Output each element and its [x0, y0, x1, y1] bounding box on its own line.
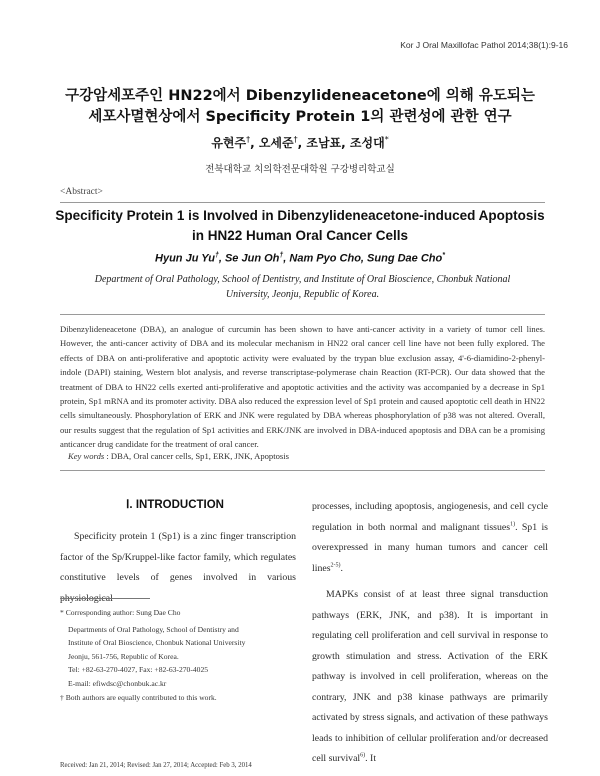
intro-paragraph — [312, 497, 548, 579]
address-line: Institute of Oral Bioscience, Chonbuk National University — [68, 638, 246, 648]
english-title-line-2: in HN22 Human Oral Cancer Cells — [191, 228, 409, 243]
english-author-name: Se Jun Oh — [224, 252, 280, 265]
abstract-label: <Abstract> — [60, 187, 103, 197]
english-affiliation — [60, 272, 545, 302]
address-line: Jeonju, 561-756, Republic of Korea. — [68, 651, 179, 661]
korean-title-line-1: 구강암세포주인 HN22에서 Dibenzylideneacetone에 의해 유도되는 — [65, 88, 535, 104]
journal-reference: Kor J Oral Maxillofac Pathol 2014;38(1):9-16 — [400, 40, 568, 50]
korean-authors: 유현주†, 오세준†, 조남표, 조성대* — [211, 135, 389, 150]
korean-author-name: 조남표 — [306, 136, 342, 150]
section-title: INTRODUCTION — [135, 499, 224, 511]
paragraph-text: MAPKs consist of at least three signal transduction pathways (ERK, JNK, and p38). It is important in regulating cell proliferation and cell survival in response to growth stimulation and stress. Activation of the ERK pathway is involved in cell proliferation, whereas on the contrary, JNK and p38 kinase pathways are primarily activated by stress signals, and activation of these pathways leads to inhibition of cellular proliferation and/or decreased cell survival — [312, 589, 548, 764]
author-mark: † — [279, 252, 284, 259]
paragraph-text: processes, including apoptosis, angiogenesis, and cell cycle regulation in both normal and malignant tissues — [312, 501, 548, 533]
equal-contribution-note: † Both authors are equally contributed to this work. — [60, 692, 217, 702]
intro-left-column — [60, 527, 296, 609]
paragraph-text: . — [340, 562, 343, 574]
received-dates: Received: Jan 21, 2014; Revised: Jan 27, 2014; Accepted: Feb 3, 2014 — [60, 762, 252, 769]
author-mark: * — [442, 252, 445, 259]
abstract-top-rule — [60, 202, 545, 203]
author-mark: † — [246, 135, 251, 144]
contact-email: E-mail: efiwdsc@chonbuk.ac.kr — [68, 678, 167, 688]
korean-title-line-2: 세포사멸현상에서 Specificity Protein 1의 관련성에 관한 연구 — [88, 109, 512, 125]
intro-right-column — [312, 497, 548, 770]
english-author-name: Sung Dae Cho — [367, 252, 443, 265]
intro-paragraph: Specificity protein 1 (Sp1) is a zinc finger transcription factor of the Sp/Kruppel-like factor family, which regulates constitutive levels of genes involved in various physiological — [60, 531, 296, 604]
reference-mark: 1) — [510, 521, 516, 528]
keywords-label: Key words — [68, 451, 105, 461]
english-affiliation-line-1: Department of Oral Pathology, School of Dentistry, and Institute of Oral Bioscience, Chonbuk National — [94, 274, 511, 285]
korean-affiliation: 전북대학교 치의학전문대학원 구강병리학교실 — [205, 164, 395, 175]
english-authors: Hyun Ju Yu†, Se Jun Oh†, Nam Pyo Cho, Sung Dae Cho* — [155, 252, 445, 265]
reference-mark: 2-5) — [330, 562, 341, 569]
section-number: Ⅰ. — [126, 499, 133, 511]
english-author-name: Hyun Ju Yu — [155, 252, 215, 265]
reference-mark: 6) — [360, 752, 366, 759]
english-author-name: Nam Pyo Cho — [289, 252, 361, 265]
english-title — [0, 206, 600, 246]
paragraph-text: . It — [365, 753, 377, 764]
author-mark: † — [293, 135, 298, 144]
paragraph-text: . Sp1 is overexpressed in many human tumors and cancer cell lines — [312, 521, 548, 574]
footnote-rule — [60, 598, 150, 599]
korean-author-name: 오세준 — [258, 136, 294, 150]
keywords-text: DBA, Oral cancer cells, Sp1, ERK, JNK, Apoptosis — [110, 451, 289, 461]
abstract-text: Dibenzylideneacetone (DBA), an analogue of curcumin has been shown to have anti-cancer activity in a variety of tumor cell lines. However, the anti-cancer activity of DBA and its molecular mechanism in HN22 oral cancer cell line have not been fully explored. The effects of DBA on anti-proliferative and apoptotic activity were evaluated by the trypan blue exclusion assay, 4'-6-diamidino-2-phenyl-indole (DAPI) staining, Western blot analysis, and reverse transcriptase-polymerase chain Reaction (RT-PCR). Our data showed that the treatment of DBA to HN22 cells exerted anti-proliferative and apoptotic activities and the activity was accompanied by a decrease in Sp1 protein, Sp1 mRNA and its promoter activity. DBA also reduced the expression level of Sp1 protein and caused apoptotic cell death in HN22 cells simultaneously. Phosphorylation of ERK and JNK were regulated by DBA whereas phosphorylation of p38 was not altered. Overall, our results suggest that the regulation of Sp1 activities and ERK/JNK are involved in DBA-induced apoptosis and DBA can be a promising anticancer drug candidate for the treatment of oral cancer. — [60, 324, 545, 450]
abstract-body-rule — [60, 314, 545, 315]
author-mark: * — [384, 135, 389, 144]
intro-paragraph — [312, 585, 548, 770]
address-line: Departments of Oral Pathology, School of Dentistry and — [68, 624, 239, 634]
author-mark: † — [214, 252, 219, 259]
contact-phone: Tel: +82-63-270-4027, Fax: +82-63-270-4025 — [68, 665, 209, 675]
abstract-bottom-rule — [60, 470, 545, 471]
corresponding-author: * Corresponding author: Sung Dae Cho — [60, 608, 181, 617]
korean-author-name: 조성대 — [349, 136, 385, 150]
korean-title — [0, 86, 600, 128]
english-affiliation-line-2: University, Jeonju, Republic of Korea. — [225, 289, 380, 300]
korean-author-name: 유현주 — [211, 136, 247, 150]
english-title-line-1: Specificity Protein 1 is Involved in Dibenzylideneacetone-induced Apoptosis — [55, 208, 545, 223]
keywords: Key words : DBA, Oral cancer cells, Sp1, ERK, JNK, Apoptosis — [68, 451, 289, 461]
footnote — [60, 606, 296, 704]
section-heading — [60, 497, 290, 511]
